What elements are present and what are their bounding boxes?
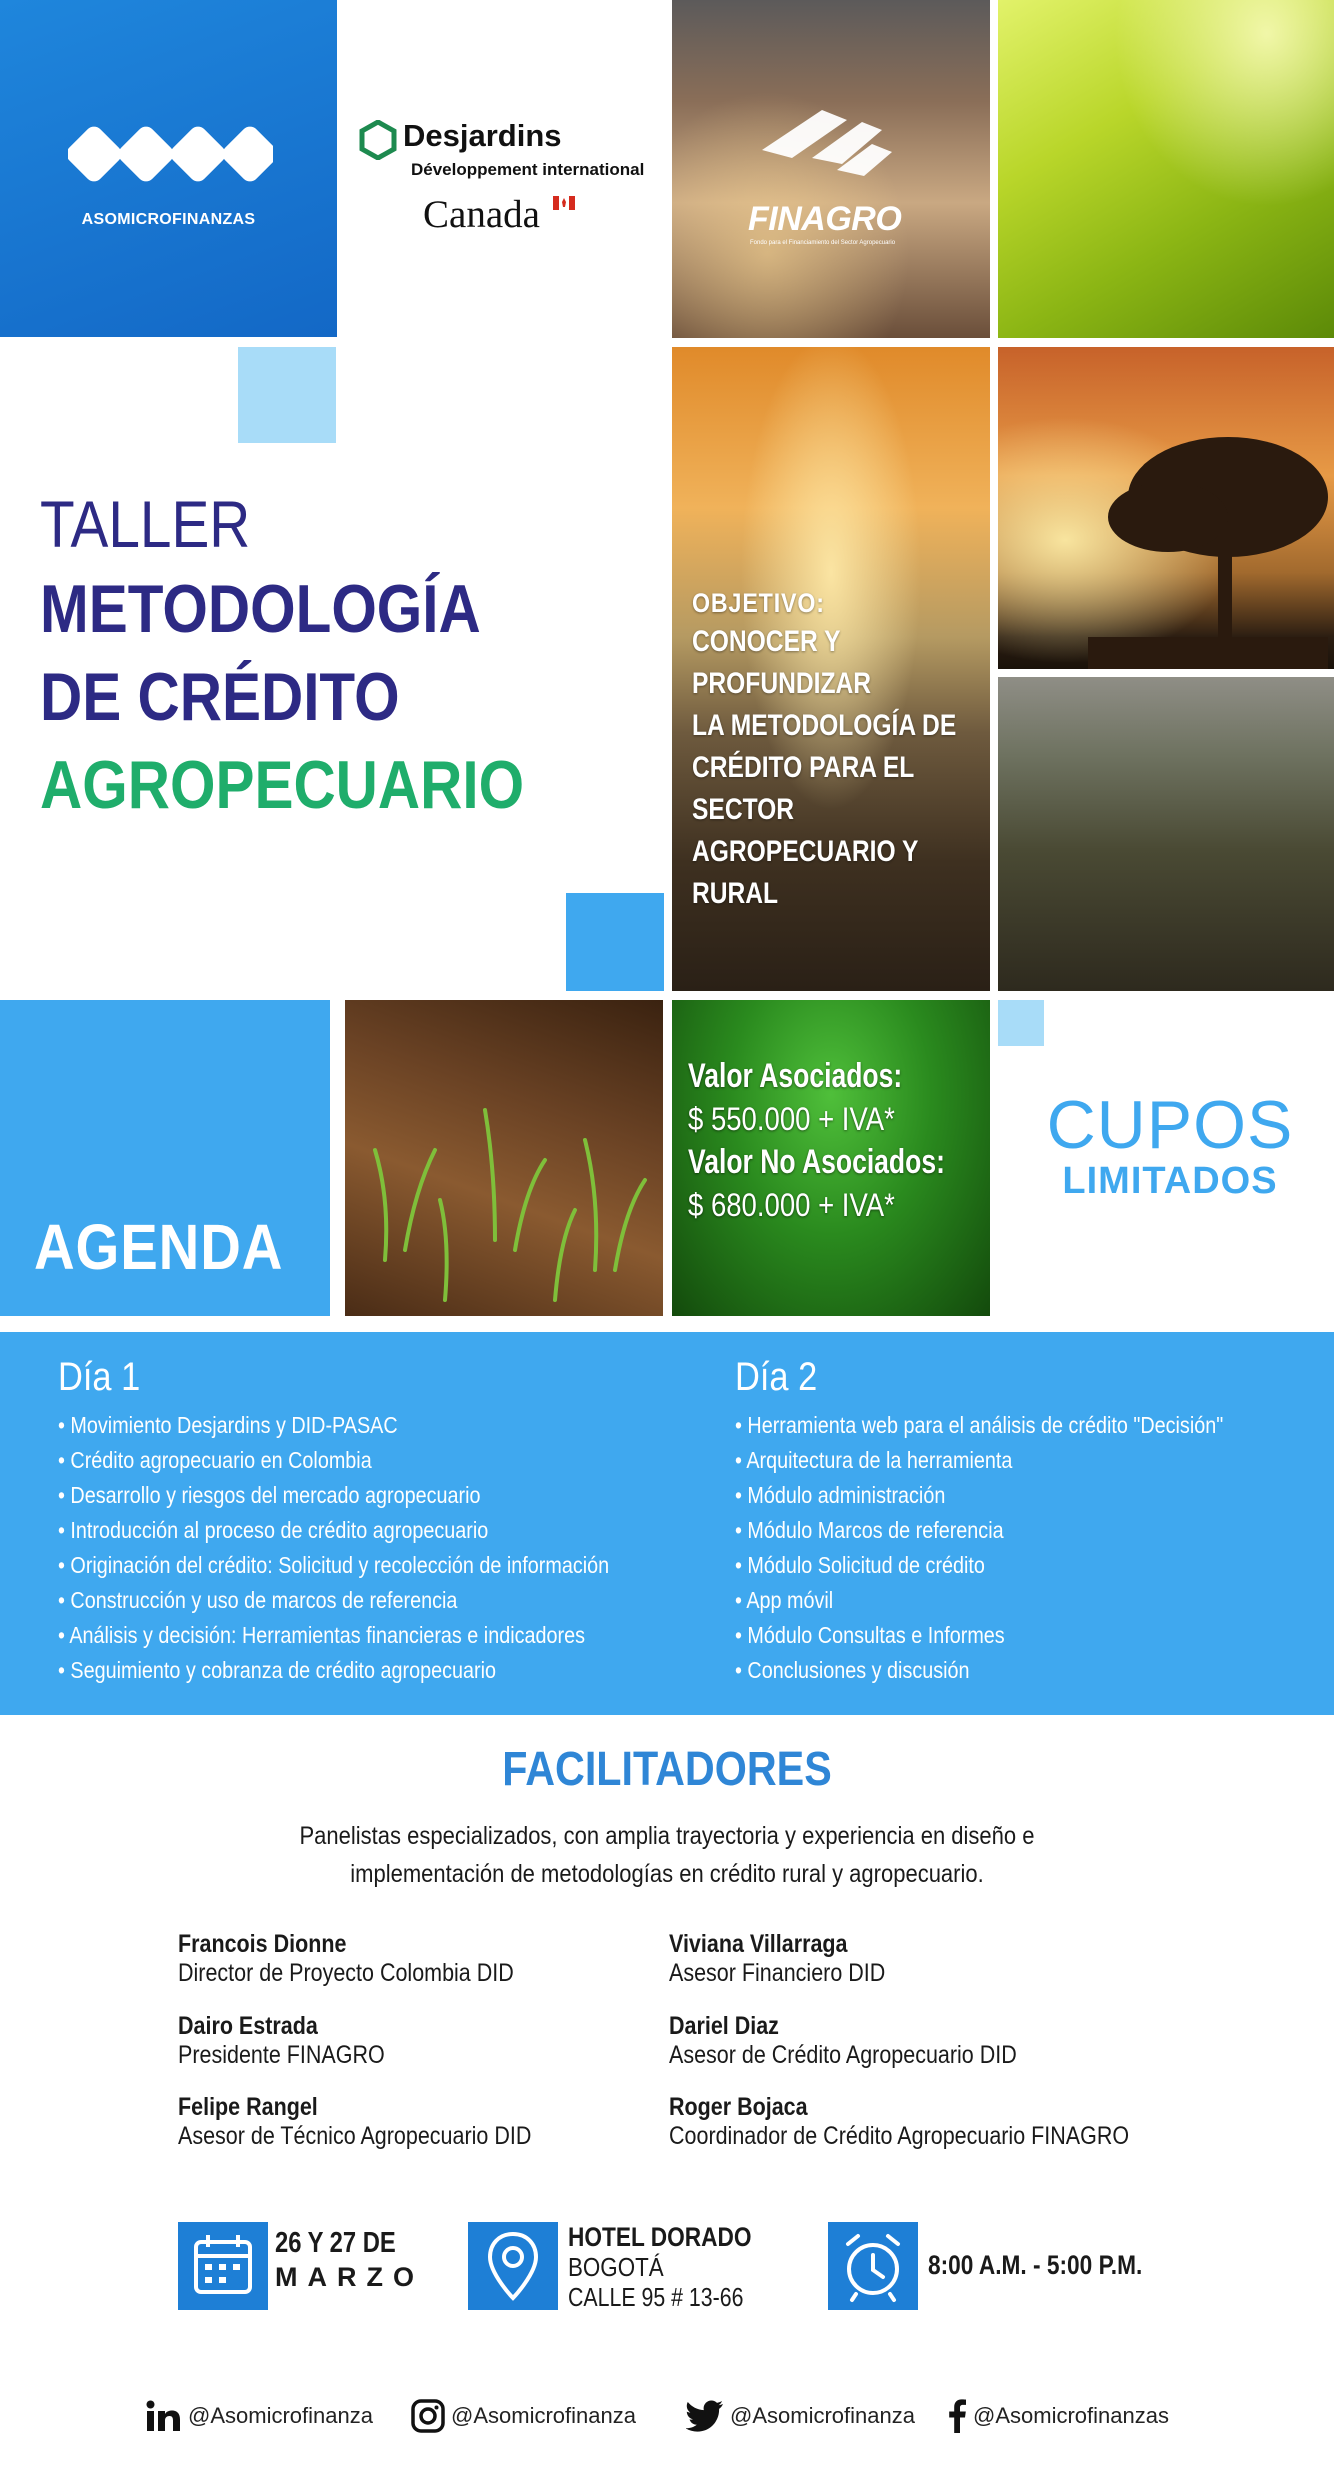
day1-column xyxy=(58,1352,688,1688)
day1-item: • Introducción al proceso de crédito agropecuario xyxy=(58,1513,600,1548)
event-venue-line1: HOTEL DORADO xyxy=(568,2222,752,2252)
day2-item: • Arquitectura de la herramienta xyxy=(735,1443,1242,1478)
price-assoc-label: Valor Asociados: xyxy=(688,1057,903,1095)
cupos-block xyxy=(1020,1087,1320,1202)
day2-item: • Conclusiones y discusión xyxy=(735,1653,1242,1688)
alarm-clock-icon xyxy=(828,2222,918,2310)
day1-item: • Análisis y decisión: Herramientas financieras e indicadores xyxy=(58,1618,600,1653)
event-date-line2: MARZO xyxy=(275,2262,424,2292)
canada-flag-icon xyxy=(553,196,575,210)
price-assoc-value: $ 550.000 + IVA* xyxy=(688,1101,895,1137)
facilitator-card xyxy=(178,2012,418,2070)
day2-item: • Herramienta web para el análisis de crédito "Decisión" xyxy=(735,1408,1242,1443)
location-icon-box xyxy=(468,2222,558,2310)
day1-item: • Construcción y uso de marcos de referencia xyxy=(58,1583,600,1618)
facebook-handle: @Asomicrofinanzas xyxy=(973,2403,1169,2428)
twitter-icon xyxy=(686,2400,724,2432)
finagro-logo-text: FINAGRO xyxy=(748,200,902,238)
instagram-icon xyxy=(411,2399,445,2433)
day1-list xyxy=(58,1408,688,1688)
facilitator-card xyxy=(669,1930,920,1988)
facebook-icon xyxy=(947,2399,967,2433)
desjardins-subtitle: Développement international xyxy=(411,160,645,179)
objective-label: OBJETIVO: xyxy=(692,588,825,618)
instagram-handle: @Asomicrofinanza xyxy=(451,2403,636,2428)
day2-title: Día 2 xyxy=(735,1355,818,1399)
facilitator-role: Coordinador de Crédito Agropecuario FINAGRO xyxy=(669,2122,1130,2150)
facilitator-name: Felipe Rangel xyxy=(178,2093,318,2121)
day2-item: • App móvil xyxy=(735,1583,1242,1618)
facilitators-intro-line2: implementación de metodologías en crédito rural y agropecuario. xyxy=(350,1860,984,1888)
seedling-field-photo xyxy=(998,677,1334,991)
title-de-credito: DE CRÉDITO xyxy=(40,659,400,735)
event-venue-line2: BOGOTÁ xyxy=(568,2252,664,2282)
sprouts-lines xyxy=(345,1000,663,1316)
calendar-icon-box xyxy=(178,2222,268,2310)
objective-box xyxy=(692,585,990,915)
title-taller: TALLER xyxy=(40,487,251,561)
day1-title: Día 1 xyxy=(58,1355,141,1399)
accent-square-light xyxy=(238,347,336,443)
facilitator-card xyxy=(178,2093,589,2151)
facilitator-role: Director de Proyecto Colombia DID xyxy=(178,1959,514,1987)
clock-icon-box xyxy=(828,2222,918,2310)
day2-item: • Módulo Marcos de referencia xyxy=(735,1513,1242,1548)
event-date-line1: 26 Y 27 DE xyxy=(275,2227,396,2259)
facilitator-card xyxy=(178,1930,568,1988)
event-venue xyxy=(568,2222,787,2312)
accent-square-blue xyxy=(566,893,664,991)
cupos-line1: CUPOS xyxy=(1046,1087,1294,1163)
title-metodologia: METODOLOGÍA xyxy=(40,571,481,647)
day2-item: • Módulo administración xyxy=(735,1478,1242,1513)
objective-line-6: AGROPECUARIO Y xyxy=(692,835,919,868)
finagro-logo-subtitle: Fondo para el Financiamiento del Sector Agropecuario xyxy=(750,240,896,246)
instagram-link[interactable] xyxy=(411,2398,636,2434)
day1-item: • Movimiento Desjardins y DID-PASAC xyxy=(58,1408,600,1443)
accent-square-light-small xyxy=(998,1000,1044,1046)
twitter-handle: @Asomicrofinanza xyxy=(730,2403,915,2428)
facilitators-intro-line1: Panelistas especializados, con amplia trayectoria y experiencia en diseño e xyxy=(299,1822,1035,1850)
day2-column xyxy=(735,1352,1325,1688)
facilitator-role: Presidente FINAGRO xyxy=(178,2041,385,2069)
facilitator-name: Dariel Diaz xyxy=(669,2012,779,2040)
facilitator-name: Francois Dionne xyxy=(178,1930,347,1958)
desjardins-logo xyxy=(355,118,655,248)
event-venue-line3: CALLE 95 # 13-66 xyxy=(568,2282,744,2312)
facilitator-name: Viviana Villarraga xyxy=(669,1930,848,1958)
tree-sunset-photo xyxy=(998,347,1334,669)
asomicro-logo-icon xyxy=(68,108,273,198)
facilitator-role: Asesor Financiero DID xyxy=(669,1959,886,1987)
facilitator-role: Asesor de Técnico Agropecuario DID xyxy=(178,2122,532,2150)
linkedin-link[interactable] xyxy=(146,2398,373,2434)
agenda-heading-block xyxy=(0,1000,330,1316)
objective-line-3: LA METODOLOGÍA DE xyxy=(692,709,957,742)
tree-silhouette xyxy=(1088,407,1328,669)
facilitator-role: Asesor de Crédito Agropecuario DID xyxy=(669,2041,1017,2069)
price-nonassoc-label: Valor No Asociados: xyxy=(688,1143,945,1181)
calendar-icon xyxy=(178,2222,268,2310)
canada-text: Canada xyxy=(423,193,540,236)
canada-wordmark xyxy=(423,192,540,236)
event-date xyxy=(275,2226,424,2294)
green-sprouts-photo xyxy=(672,1000,990,1316)
facilitator-card xyxy=(669,2093,1204,2151)
sprouts-soil-photo xyxy=(345,1000,663,1316)
day1-item: • Originación del crédito: Solicitud y recolección de información xyxy=(58,1548,600,1583)
day1-item: • Crédito agropecuario en Colombia xyxy=(58,1443,600,1478)
title-agropecuario: AGROPECUARIO xyxy=(40,747,525,823)
day2-item: • Módulo Consultas e Informes xyxy=(735,1618,1242,1653)
finagro-logo-icon xyxy=(752,100,902,180)
facilitator-card xyxy=(669,2012,1073,2070)
cupos-line2: LIMITADOS xyxy=(1062,1160,1278,1202)
day1-item: • Seguimiento y cobranza de crédito agropecuario xyxy=(58,1653,600,1688)
location-pin-icon xyxy=(468,2222,558,2310)
objective-line-5: SECTOR xyxy=(692,793,795,826)
facilitators-heading: FACILITADORES xyxy=(502,1743,832,1796)
desjardins-name: Desjardins xyxy=(403,118,562,153)
agenda-heading: AGENDA xyxy=(34,1211,284,1283)
day1-item: • Desarrollo y riesgos del mercado agropecuario xyxy=(58,1478,600,1513)
pricing-box xyxy=(688,1054,988,1226)
day2-list xyxy=(735,1408,1325,1688)
asomicro-logo-text: ASOMICROFINANZAS xyxy=(81,211,256,228)
facilitator-name: Roger Bojaca xyxy=(669,2093,808,2121)
facebook-link[interactable] xyxy=(947,2398,1169,2434)
objective-line-2: PROFUNDIZAR xyxy=(692,667,872,700)
asomicro-logo-block xyxy=(0,0,337,337)
objective-line-1: CONOCER Y xyxy=(692,625,841,658)
facilitator-name: Dairo Estrada xyxy=(178,2012,318,2040)
linkedin-handle: @Asomicrofinanza xyxy=(188,2403,373,2428)
field-sunrise-photo xyxy=(672,347,990,991)
desjardins-hexagon-icon xyxy=(359,120,397,160)
facilitators-intro xyxy=(0,1817,1334,1893)
agenda-days-band xyxy=(0,1332,1334,1715)
day2-item: • Módulo Solicitud de crédito xyxy=(735,1548,1242,1583)
green-field-photo xyxy=(998,0,1334,338)
sunset-sky-photo xyxy=(672,0,990,338)
event-time: 8:00 A.M. - 5:00 P.M. xyxy=(928,2250,1143,2280)
linkedin-icon xyxy=(146,2400,182,2432)
twitter-link[interactable] xyxy=(686,2398,915,2434)
objective-line-4: CRÉDITO PARA EL xyxy=(692,751,915,784)
objective-line-7: RURAL xyxy=(692,877,779,910)
price-nonassoc-value: $ 680.000 + IVA* xyxy=(688,1187,895,1223)
